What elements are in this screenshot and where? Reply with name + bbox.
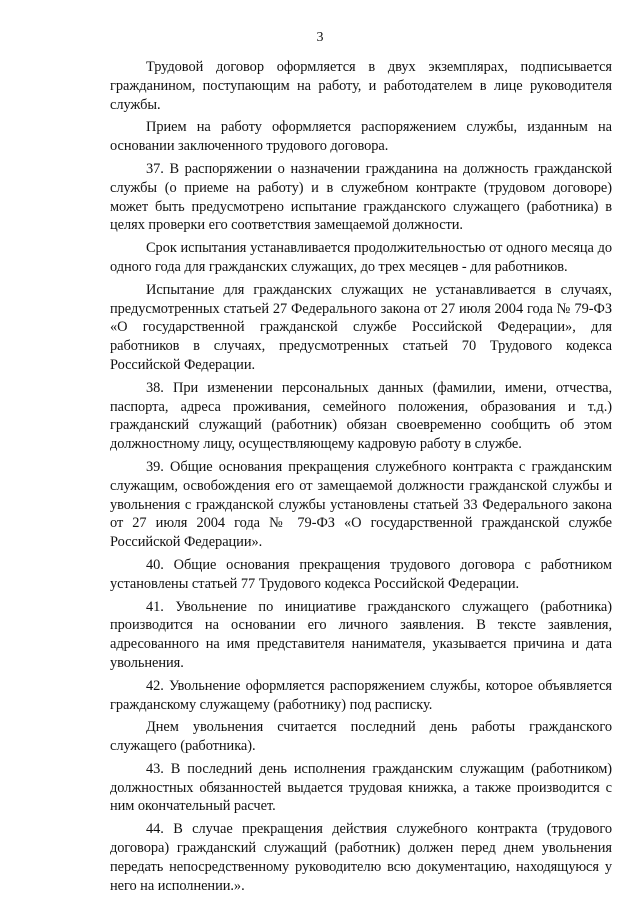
paragraph-43-final-settlement: 43. В последний день исполнения гражданским служащим (работником) должностных обязанностей выдается трудовая книжка, а также производится с ним окончательный расчет.	[110, 760, 612, 815]
document-body	[110, 58, 612, 899]
page-number: 3	[316, 30, 324, 45]
paragraph-hiring-order: Прием на работу оформляется распоряжением службы, изданным на основании заключенного трудового договора.	[110, 119, 612, 155]
paragraph-40-labor-termination: 40. Общие основания прекращения трудового договора с работником установлены статьей 77 Трудового кодекса Российской Федерации.	[110, 556, 612, 592]
paragraph-38-personal-data: 38. При изменении персональных данных (фамилии, имени, отчества, паспорта, адреса проживания, семейного положения, образования и т.д.) гражданский служащий (работник) обязан своевременно сообщить об этом должностному лицу, осуществляющему кадровую работу в службе.	[110, 379, 612, 453]
paragraph-44-handover: 44. В случае прекращения действия служебного контракта (трудового договора) гражданский служащий (работник) должен перед днем увольнения передать непосредственному руководителю всю документацию, находящуюся у него на исполнении.».	[110, 821, 612, 894]
paragraph-37-probation: 37. В распоряжении о назначении гражданина на должность гражданской службы (о приеме на работу) и в служебном контракте (трудовом договоре) может быть предусмотрено испытание гражданского служащего (работника) в целях проверки его соответствия замещаемой должности.	[110, 160, 612, 234]
paragraph-dismissal-day: Днем увольнения считается последний день работы гражданского служащего (работника).	[110, 719, 612, 755]
paragraph-42-dismissal-order: 42. Увольнение оформляется распоряжением службы, которое объявляется гражданскому служащему (работнику) под расписку.	[110, 677, 612, 713]
paragraph-probation-term: Срок испытания устанавливается продолжительностью от одного месяца до одного года для гражданских служащих, до трех месяцев - для работников.	[110, 240, 612, 275]
paragraph-contract-copies: Трудовой договор оформляется в двух экземплярах, подписывается гражданином, поступающим на работу, и работодателем в лице руководителя службы.	[110, 59, 612, 113]
paragraph-probation-exceptions: Испытание для гражданских служащих не устанавливается в случаях, предусмотренных статьей 27 Федерального закона от 27 июля 2004 года № 79-ФЗ «О государственной гражданской службе Российской Федерации», для работников в случаях, предусмотренных статьей 70 Трудового кодекса Российской Федерации.	[110, 281, 612, 373]
paragraph-39-contract-termination: 39. Общие основания прекращения служебного контракта с гражданским служащим, освобождения его от замещаемой должности гражданской службы и увольнения с гражданской службы установлены статьей 33 Федерального закона от 27 июля 2004 года № 79-ФЗ «О государственной гражданской службе Российской Федерации».	[110, 458, 612, 551]
paragraph-41-resignation: 41. Увольнение по инициативе гражданского служащего (работника) производится на основании его личного заявления. В тексте заявления, адресованного на имя представителя нанимателя, указывается причина и дата увольнения.	[110, 598, 612, 671]
